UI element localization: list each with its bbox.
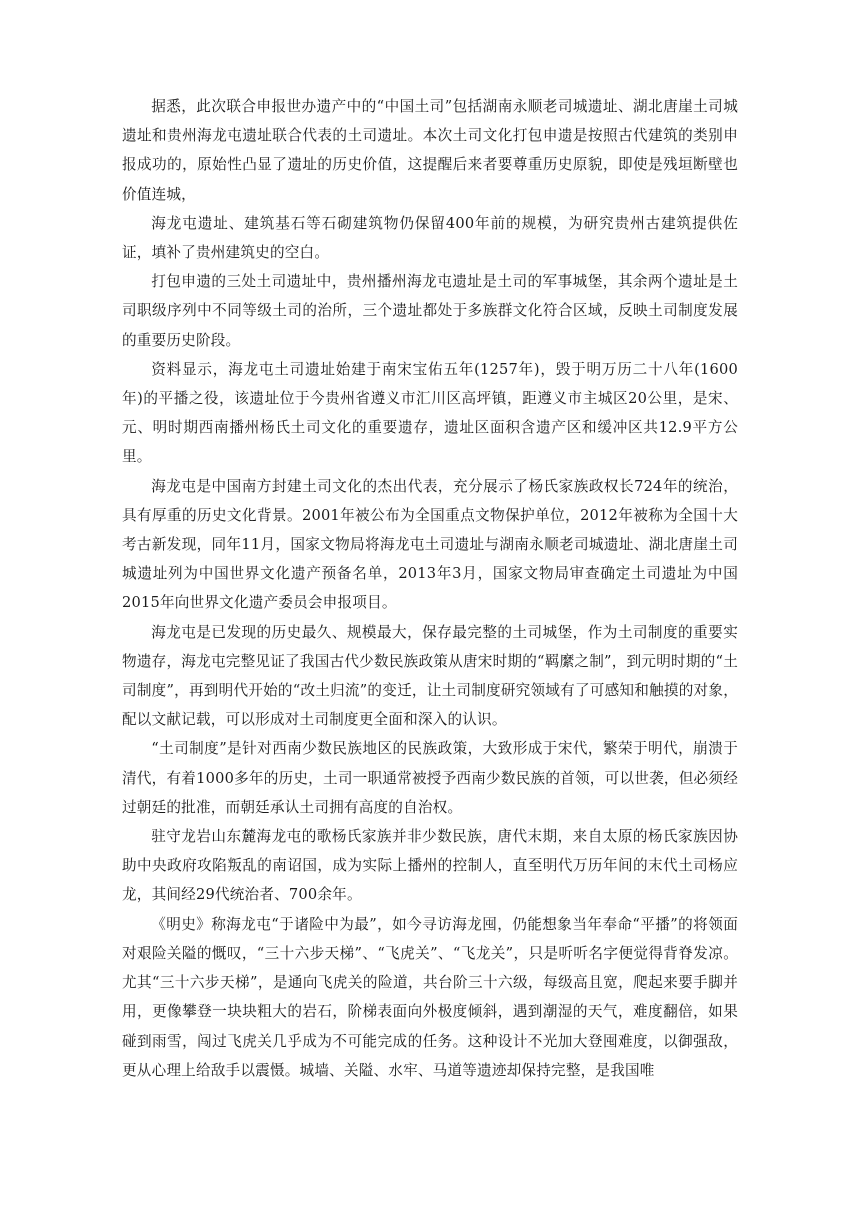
paragraph-2: 海龙屯遗址、建筑基石等石砌建筑物仍保留400年前的规模，为研究贵州古建筑提供佐证，填补了贵州建筑史的空白。 bbox=[122, 214, 738, 262]
paragraph-8: 驻守龙岩山东麓海龙屯的歌杨氏家族并非少数民族，唐代末期，来自太原的杨氏家族因协助中央政府攻陷叛乱的南诏国，成为实际上播州的控制人，直至明代万历年间的末代土司杨应龙，其间经29代统治者、700余年。 bbox=[122, 828, 738, 904]
paragraph-1: 据悉，此次联合申报世办遗产中的“中国土司”包括湖南永顺老司城遗址、湖北唐崖土司城遗址和贵州海龙屯遗址联合代表的土司遗址。本次土司文化打包申遗是按照古代建筑的类别申报成功的，原始性凸显了遗址的历史价值，这提醒后来者要尊重历史原貌，即使是残垣断壁也价值连城， bbox=[122, 98, 738, 203]
paragraph-3: 打包申遗的三处土司遗址中，贵州播州海龙屯遗址是土司的军事城堡，其余两个遗址是土司职级序列中不同等级土司的治所，三个遗址都处于多族群文化符合区域，反映土司制度发展的重要历史阶段。 bbox=[122, 273, 738, 349]
paragraph-5: 海龙屯是中国南方封建土司文化的杰出代表，充分展示了杨氏家族政权长724年的统治，具有厚重的历史文化背景。2001年被公布为全国重点文物保护单位，2012年被称为全国十大考古新发现，同年11月，国家文物局将海龙屯土司遗址与湖南永顺老司城遗址、湖北唐崖土司城遗址列为中国世界文化遗产预备名单，2013年3月，国家文物局审查确定土司遗址为中国2015年向世界文化遗产委员会申报项目。 bbox=[122, 477, 738, 612]
paragraph-7: “土司制度”是针对西南少数民族地区的民族政策，大致形成于宋代，繁荣于明代，崩溃于清代，有着1000多年的历史，土司一职通常被授予西南少数民族的首领，可以世袭，但必须经过朝廷的批准，而朝廷承认土司拥有高度的自治权。 bbox=[122, 740, 738, 816]
paragraph-6: 海龙屯是已发现的历史最久、规模最大，保存最完整的土司城堡，作为土司制度的重要实物遗存，海龙屯完整见证了我国古代少数民族政策从唐宋时期的“羁縻之制”，到元明时期的“土司制度”，再到明代开始的“改土归流”的变迁，让土司制度研究领域有了可感知和触摸的对象，配以文献记载，可以形成对土司制度更全面和深入的认识。 bbox=[122, 623, 738, 729]
paragraph-9: 《明史》称海龙屯“于诸险中为最”，如今寻访海龙囤，仍能想象当年奉命“平播”的将领面对艰险关隘的慨叹，“三十六步天梯”、“飞虎关”、“飞龙关”，只是听听名字便觉得背脊发凉。尤其“三十六步天梯”，是通向飞虎关的险道，共台阶三十六级，每级高且宽，爬起来要手脚并用，更像攀登一块块粗大的岩石，阶梯表面向外极度倾斜，遇到潮湿的天气，难度翻倍，如果碰到雨雪，闯过飞虎关几乎成为不可能完成的任务。这种设计不光加大登囤难度，以御强敌，更从心理上给敌手以震慑。城墙、关隘、水牢、马道等遗迹却保持完整，是我国唯 bbox=[122, 915, 738, 1079]
paragraph-4: 资料显示，海龙屯土司遗址始建于南宋宝佑五年(1257年)，毁于明万历二十八年(1600年)的平播之役，该遗址位于今贵州省遵义市汇川区高坪镇，距遵义市主城区20公里，是宋、元、明时期西南播州杨氏土司文化的重要遗存，遗址区面积含遗产区和缓冲区共12.9平方公里。 bbox=[122, 360, 738, 466]
document-body bbox=[122, 92, 738, 1085]
